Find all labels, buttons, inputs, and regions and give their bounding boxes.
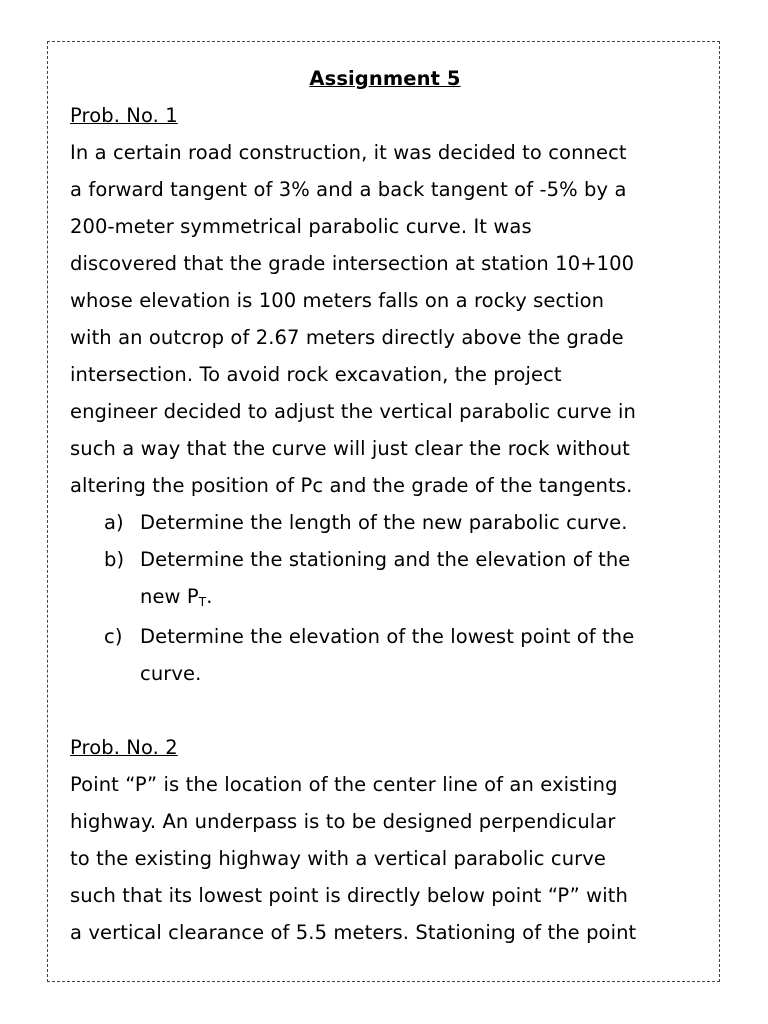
question-c-marker: c) (104, 625, 123, 648)
problem-1-line: with an outcrop of 2.67 meters directly above the grade (70, 326, 624, 349)
question-c-text-continued: curve. (140, 662, 202, 685)
problem-1-line: intersection. To avoid rock excavation, the project (70, 363, 562, 386)
section-spacer (70, 692, 700, 729)
question-a (70, 504, 700, 541)
question-b-marker: b) (104, 548, 125, 571)
problem-1 (70, 97, 700, 692)
subscript-t: T (198, 595, 207, 609)
problem-2 (70, 729, 700, 951)
problem-2-line: to the existing highway with a vertical parabolic curve (70, 847, 607, 870)
question-c-text: Determine the elevation of the lowest point of the (140, 625, 635, 648)
question-b-text-continued (140, 578, 700, 618)
question-c (70, 618, 700, 692)
problem-2-line: a vertical clearance of 5.5 meters. Stationing of the point (70, 921, 637, 944)
question-b (70, 541, 700, 618)
problem-1-line: discovered that the grade intersection at station 10+100 (70, 252, 635, 275)
problem-1-heading: Prob. No. 1 (70, 104, 178, 127)
problem-1-line: 200-meter symmetrical parabolic curve. It was (70, 215, 532, 238)
problem-1-line: altering the position of Pc and the grade of the tangents. (70, 474, 633, 497)
page-title: Assignment 5 (309, 67, 461, 90)
question-a-marker: a) (104, 511, 124, 534)
question-a-text: Determine the length of the new parabolic curve. (140, 511, 628, 534)
problem-2-line: such that its lowest point is directly below point “P” with (70, 884, 628, 907)
question-b-text: Determine the stationing and the elevation of the (140, 548, 631, 571)
problem-2-line: Point “P” is the location of the center line of an existing (70, 773, 618, 796)
problem-1-line: such a way that the curve will just clear the rock without (70, 437, 630, 460)
problem-2-line: highway. An underpass is to be designed perpendicular (70, 810, 616, 833)
problem-1-line: In a certain road construction, it was decided to connect (70, 141, 627, 164)
problem-1-line: whose elevation is 100 meters falls on a rocky section (70, 289, 605, 312)
problem-1-line: a forward tangent of 3% and a back tangent of -5% by a (70, 178, 627, 201)
document-body (70, 60, 700, 951)
question-b-prefix: new P (140, 585, 199, 608)
problem-2-heading: Prob. No. 2 (70, 736, 178, 759)
problem-1-questions (70, 504, 700, 692)
question-b-suffix: . (206, 585, 213, 608)
problem-1-line: engineer decided to adjust the vertical parabolic curve in (70, 400, 636, 423)
